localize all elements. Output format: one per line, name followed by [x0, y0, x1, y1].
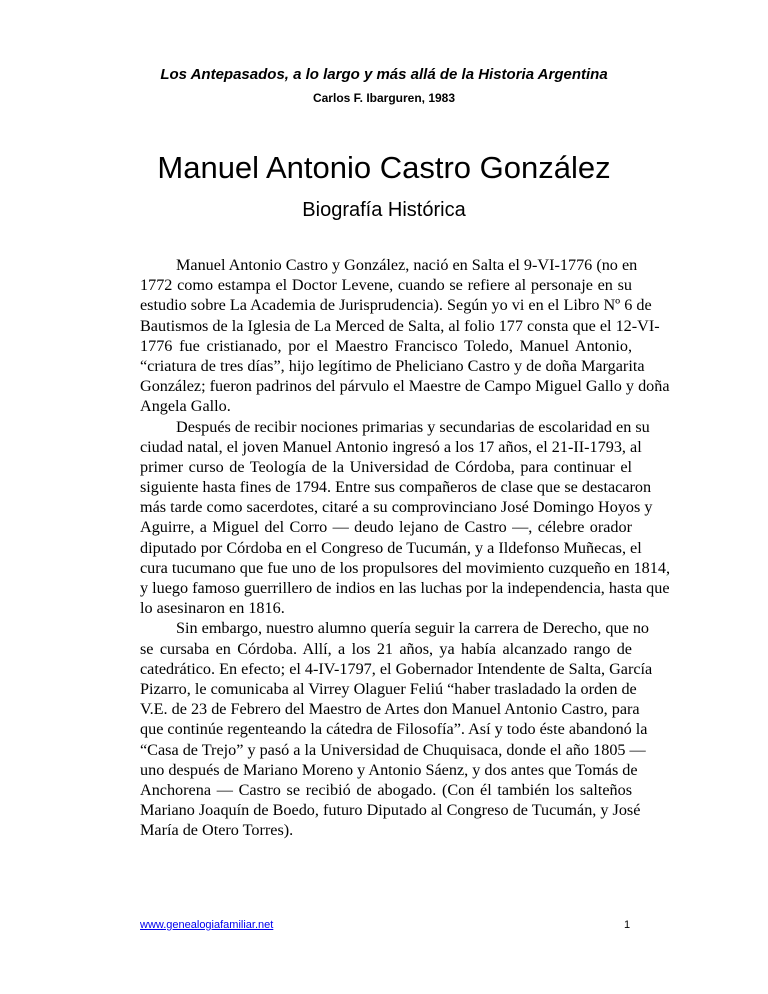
text-line: diputado por Córdoba en el Congreso de Tucumán, y a Ildefonso Muñecas, el	[140, 538, 642, 557]
text-line: González; fueron padrinos del párvulo el Maestre de Campo Miguel Gallo y doña	[140, 377, 670, 396]
text-line: que continúe regenteando la cátedra de Filosofía”. Así y todo éste abandonó la	[140, 720, 648, 739]
text-line: 1776 fue cristianado, por el Maestro Francisco Toledo, Manuel Antonio,	[140, 336, 632, 355]
text-line: V.E. de 23 de Febrero del Maestro de Artes don Manuel Antonio Castro, para	[140, 700, 640, 719]
text-line: Pizarro, le comunicaba al Virrey Olaguer Feliú “haber trasladado la orden de	[140, 679, 637, 698]
text-line: “criatura de tres días”, hijo legítimo de Pheliciano Castro y de doña Margarita	[140, 356, 645, 375]
text-line: Aguirre, a Miguel del Corro — deudo lejano de Castro —, célebre orador	[140, 518, 632, 537]
text-line: primer curso de Teología de la Universidad de Córdoba, para continuar el	[140, 457, 632, 476]
document-body	[140, 255, 671, 840]
text-line: lo asesinaron en 1816.	[140, 599, 285, 618]
text-line: cura tucumano que fue uno de los propulsores del movimiento cuzqueño en 1814,	[140, 558, 671, 577]
text-line: estudio sobre La Academia de Jurisprudencia). Según yo vi en el Libro Nº 6 de	[140, 296, 652, 315]
text-line: 1772 como estampa el Doctor Levene, cuando se refiere al personaje en su	[140, 276, 632, 295]
book-title-header: Los Antepasados, a lo largo y más allá de la Historia Argentina	[160, 66, 608, 83]
text-line: María de Otero Torres).	[140, 821, 294, 840]
text-line: Manuel Antonio Castro y González, nació en Salta el 9-VI-1776 (no en	[176, 256, 638, 274]
text-line: más tarde como sacerdotes, citaré a su comprovinciano José Domingo Hoyos y	[140, 498, 653, 517]
page-number: 1	[624, 919, 631, 931]
text-line: Mariano Joaquín de Boedo, futuro Diputado al Congreso de Tucumán, y José	[140, 801, 641, 820]
author-line: Carlos F. Ibarguren, 1983	[312, 91, 456, 105]
text-line: uno después de Mariano Moreno y Antonio Sáenz, y dos antes que Tomás de	[140, 760, 638, 779]
text-line: catedrático. En efecto; el 4-IV-1797, el Gobernador Intendente de Salta, García	[140, 659, 653, 678]
paragraph	[140, 417, 671, 619]
page-title: Manuel Antonio Castro González	[157, 150, 611, 185]
text-line: y luego famoso guerrillero de indios en las luchas por la independencia, hasta que	[140, 579, 670, 597]
page-subtitle: Biografía Histórica	[302, 199, 466, 221]
text-line: “Casa de Trejo” y pasó a la Universidad de Chuquisaca, donde el año 1805 —	[140, 740, 646, 759]
text-line: Anchorena — Castro se recibió de abogado. (Con él también los salteños	[140, 780, 632, 799]
paragraph	[140, 255, 670, 417]
footer-website-link[interactable]: www.genealogiafamiliar.net	[140, 919, 274, 931]
text-line: Después de recibir nociones primarias y secundarias de escolaridad en su	[176, 417, 650, 436]
paragraph	[140, 618, 653, 840]
text-line: se cursaba en Córdoba. Allí, a los 21 años, ya había alcanzado rango de	[140, 639, 632, 658]
text-line: Angela Gallo.	[140, 397, 231, 416]
text-line: ciudad natal, el joven Manuel Antonio ingresó a los 17 años, el 21-II-1793, al	[140, 437, 642, 456]
text-line: siguiente hasta fines de 1794. Entre sus compañeros de clase que se destacaron	[140, 478, 652, 497]
text-line: Bautismos de la Iglesia de La Merced de Salta, al folio 177 consta que el 12-VI-	[140, 316, 660, 335]
text-line: Sin embargo, nuestro alumno quería seguir la carrera de Derecho, que no	[176, 619, 650, 638]
